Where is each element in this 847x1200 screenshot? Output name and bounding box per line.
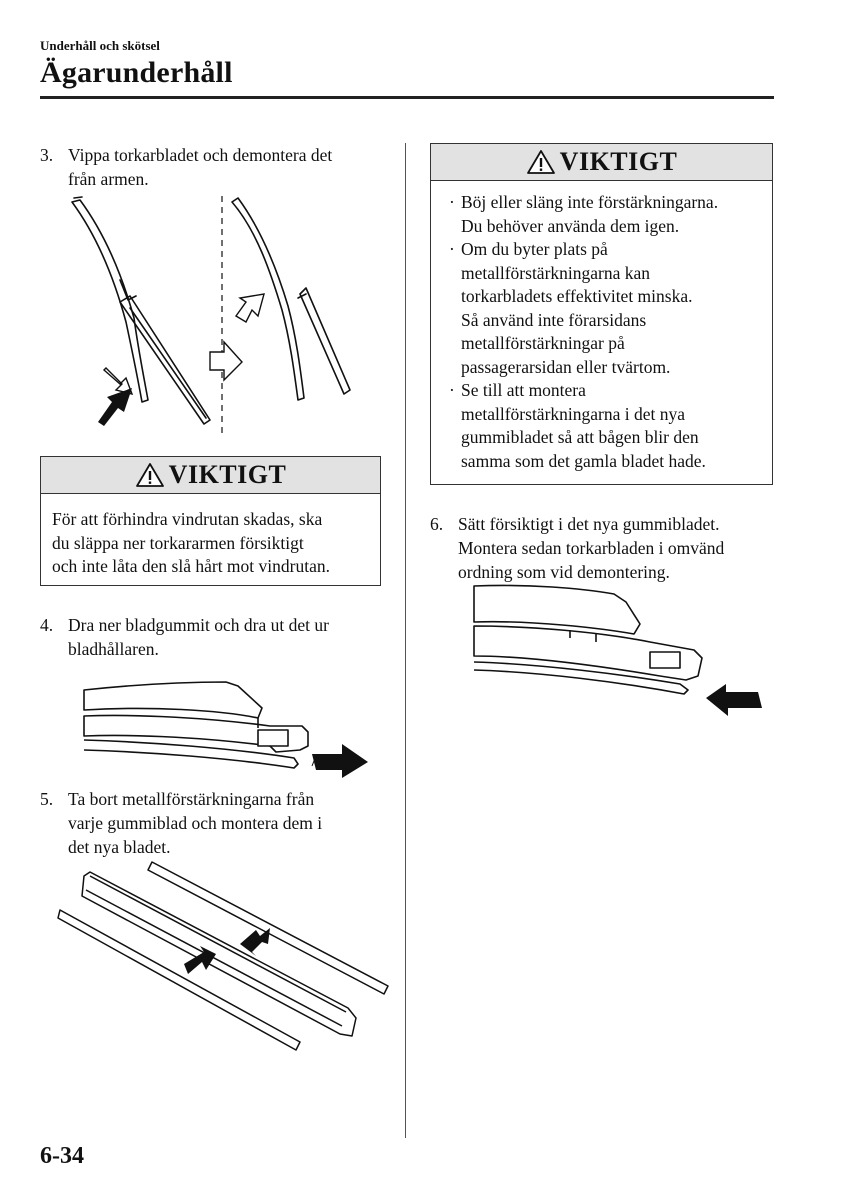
bullet-dot: · — [449, 192, 455, 212]
step-line: ordning som vid demontering. — [458, 562, 670, 582]
page-title: Ägarunderhåll — [40, 56, 233, 89]
warning-line: och inte låta den slå hårt mot vindrutan. — [52, 556, 330, 576]
column-divider — [405, 143, 406, 1138]
warning-line: passagerarsidan eller tvärtom. — [461, 356, 671, 377]
warning-icon — [135, 462, 165, 488]
bullet-dot: · — [449, 239, 455, 259]
step-line: varje gummiblad och montera dem i — [68, 813, 323, 833]
step-4 — [40, 613, 390, 663]
step-number: 6. — [430, 514, 444, 534]
reinforcement-illustration — [56, 860, 392, 1055]
arrow-left-icon — [706, 684, 762, 716]
blade-rubber-illustration — [80, 670, 375, 780]
arrow-right-icon — [312, 744, 368, 778]
step-line: Dra ner bladgummit och dra ut det ur — [68, 615, 329, 635]
header-rule — [40, 96, 774, 99]
step-line: Montera sedan torkarbladen i omvänd — [458, 538, 725, 558]
bullet-dot: · — [449, 380, 455, 400]
warning-box — [430, 143, 773, 485]
step-text — [458, 512, 724, 584]
step-5 — [40, 787, 390, 861]
warning-line: Du behöver använda dem igen. — [461, 215, 680, 236]
warning-line: gummibladet så att bågen blir den — [461, 427, 699, 447]
arrow-down-left-icon — [240, 928, 270, 956]
step-text — [68, 613, 329, 661]
step-line: Vippa torkarbladet och demontera det — [68, 145, 333, 165]
warning-line: metallförstärkningarna kan — [461, 262, 651, 283]
step-number: 4. — [40, 615, 54, 635]
warning-line: metallförstärkningar på — [461, 333, 625, 353]
step-line: Sätt försiktigt i det nya gummibladet. — [458, 514, 720, 534]
warning-line: Se till att montera — [461, 380, 586, 400]
warning-line: metallförstärkningarna i det nya — [461, 403, 686, 424]
warning-line: torkarbladets effektivitet minska. — [461, 286, 693, 306]
warning-line: Om du byter plats på — [461, 239, 608, 259]
warning-text — [41, 494, 380, 579]
section-label: Underhåll och skötsel — [40, 38, 160, 53]
warning-line: samma som det gamla bladet hade. — [461, 450, 706, 471]
warning-header — [431, 144, 772, 181]
warning-header — [41, 457, 380, 494]
warning-text — [431, 181, 772, 473]
step-number: 5. — [40, 789, 54, 809]
step-6 — [430, 512, 775, 586]
warning-bullet — [449, 238, 772, 379]
warning-bullet — [449, 191, 772, 238]
warning-line: du släppa ner torkararmen försiktigt — [52, 532, 304, 553]
step-line: bladhållaren. — [68, 639, 159, 659]
page-number: 6-34 — [40, 1143, 84, 1169]
warning-line: För att förhindra vindrutan skadas, ska — [52, 509, 323, 529]
warning-box — [40, 456, 381, 586]
step-text — [68, 787, 322, 859]
step-text — [68, 143, 332, 191]
warning-line: Så använd inte förarsidans — [461, 309, 647, 330]
warning-title: VIKTIGT — [168, 460, 287, 489]
step-number: 3. — [40, 145, 54, 165]
arrow-right-icon — [210, 342, 242, 380]
warning-line: Böj eller släng inte förstärkningarna. — [461, 192, 719, 212]
step-line: från armen. — [68, 169, 149, 189]
warning-icon — [526, 149, 556, 175]
arrow-up-left-icon — [236, 294, 264, 322]
warning-bullet — [449, 379, 772, 473]
step-line: det nya bladet. — [68, 837, 171, 857]
wiper-removal-illustration — [60, 190, 390, 438]
blade-insert-illustration — [470, 580, 770, 720]
step-line: Ta bort metallförstärkningarna från — [68, 789, 315, 809]
step-3 — [40, 143, 390, 193]
warning-title: VIKTIGT — [559, 147, 678, 176]
